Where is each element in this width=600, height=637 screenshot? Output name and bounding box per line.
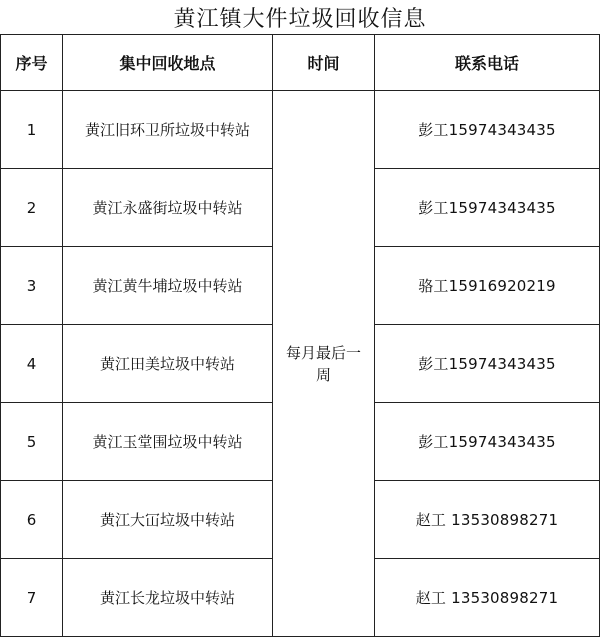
row-index: 4 [1,325,63,403]
row-index: 5 [1,403,63,481]
row-location: 黄江黄牛埔垃圾中转站 [63,247,273,325]
collection-time: 每月最后一周 [273,91,375,637]
header-time: 时间 [273,35,375,91]
table-header-row [1,35,600,91]
row-index: 2 [1,169,63,247]
row-index: 3 [1,247,63,325]
page-title: 黄江镇大件垃圾回收信息 [173,6,427,32]
row-phone: 彭工15974343435 [375,169,600,247]
header-index: 序号 [1,35,63,91]
header-location: 集中回收地点 [63,35,273,91]
recycling-info-table [0,34,600,637]
table-row [1,91,600,169]
row-index: 1 [1,91,63,169]
row-phone: 彭工15974343435 [375,325,600,403]
row-phone: 骆工15916920219 [375,247,600,325]
row-phone: 赵工 13530898271 [375,559,600,637]
row-location: 黄江长龙垃圾中转站 [63,559,273,637]
row-phone: 赵工 13530898271 [375,481,600,559]
header-phone: 联系电话 [375,35,600,91]
row-phone: 彭工15974343435 [375,91,600,169]
row-location: 黄江田美垃圾中转站 [63,325,273,403]
row-phone: 彭工15974343435 [375,403,600,481]
row-location: 黄江大冚垃圾中转站 [63,481,273,559]
row-location: 黄江永盛街垃圾中转站 [63,169,273,247]
row-index: 7 [1,559,63,637]
row-location: 黄江玉堂围垃圾中转站 [63,403,273,481]
row-index: 6 [1,481,63,559]
row-location: 黄江旧环卫所垃圾中转站 [63,91,273,169]
